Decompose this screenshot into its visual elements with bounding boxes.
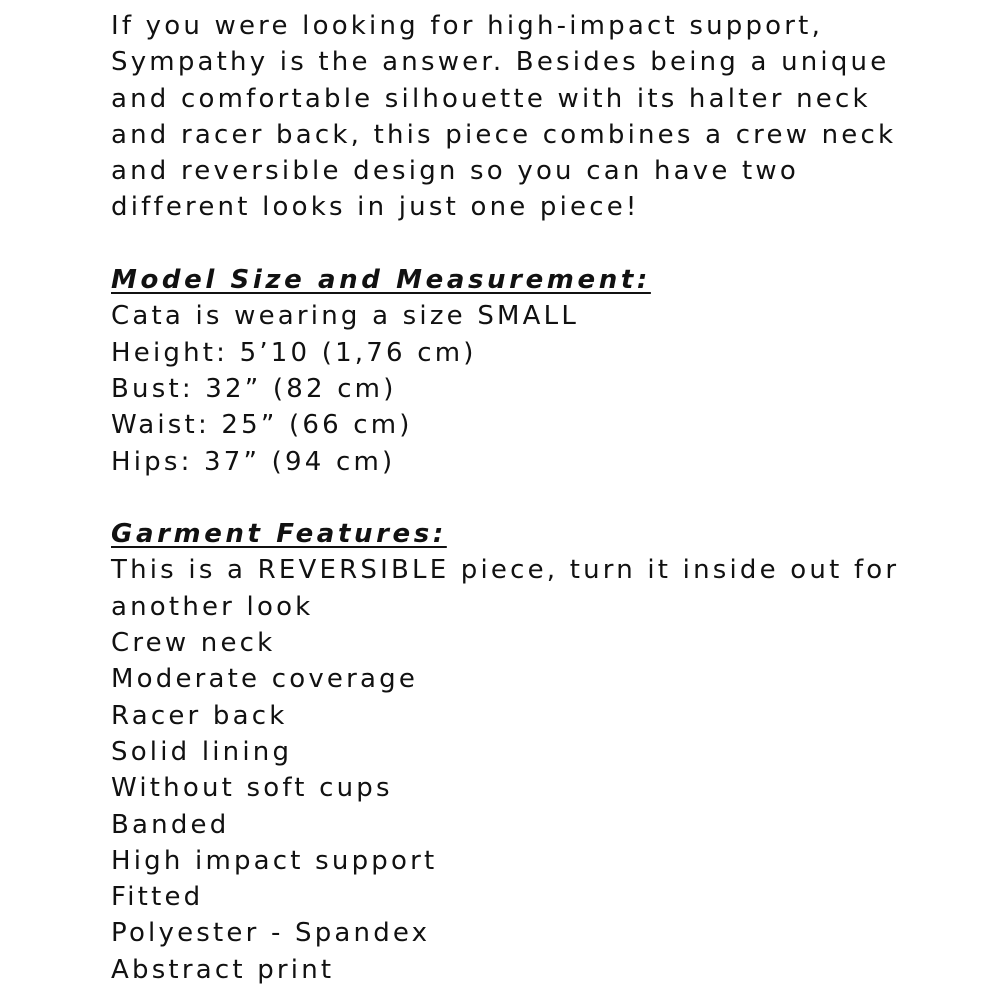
feature-item: This is a REVERSIBLE piece, turn it inside out for [111, 555, 900, 586]
product-description [111, 8, 991, 988]
feature-item: Fitted [111, 882, 204, 913]
garment-features-section [111, 516, 991, 988]
feature-item: Banded [111, 809, 230, 840]
intro-line: different looks in just one piece! [111, 192, 640, 223]
garment-features-heading: Garment Features: [111, 519, 447, 550]
feature-item: Crew neck [111, 628, 276, 659]
model-size-line: Cata is wearing a size SMALL [111, 301, 580, 332]
feature-item: Abstract print [111, 954, 335, 985]
model-hips-line: Hips: 37” (94 cm) [111, 446, 396, 477]
intro-line: Sympathy is the answer. Besides being a unique [111, 47, 890, 78]
model-bust-line: Bust: 32” (82 cm) [111, 373, 397, 404]
intro-line: and racer back, this piece combines a crew neck [111, 119, 897, 150]
intro-paragraph [111, 8, 991, 226]
intro-line: and reversible design so you can have two [111, 156, 799, 187]
model-size-heading: Model Size and Measurement: [111, 265, 651, 296]
spacer [111, 480, 991, 516]
feature-item: Solid lining [111, 736, 293, 767]
intro-line: and comfortable silhouette with its halter neck [111, 83, 871, 114]
feature-item: another look [111, 591, 314, 622]
model-height-line: Height: 5’10 (1,76 cm) [111, 337, 477, 368]
intro-line: If you were looking for high-impact support, [111, 11, 824, 41]
feature-item: Polyester - Spandex [111, 918, 431, 949]
model-waist-line: Waist: 25” (66 cm) [111, 410, 413, 441]
feature-item: High impact support [111, 845, 438, 876]
feature-item: Racer back [111, 700, 288, 731]
feature-item: Moderate coverage [111, 664, 419, 695]
spacer [111, 226, 991, 262]
feature-item: Without soft cups [111, 773, 393, 804]
model-size-section [111, 262, 991, 480]
